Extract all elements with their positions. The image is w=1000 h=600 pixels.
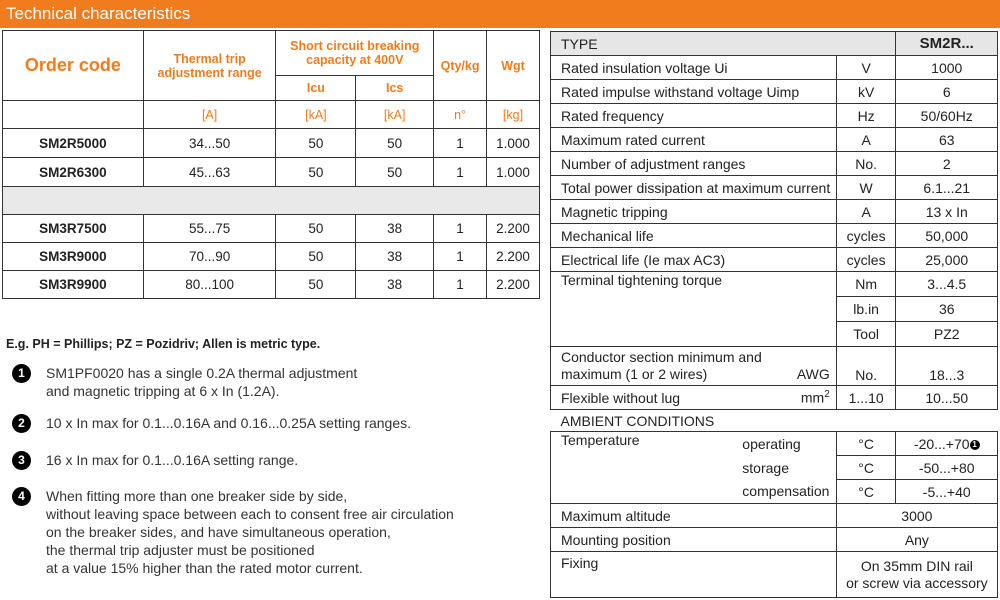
fixing-line: or screw via accessory [846,574,988,591]
spec-row [551,224,998,248]
flexible-row [551,386,998,410]
spec-unit: °C [836,456,896,480]
spec-unit: No. [836,347,896,386]
footnote-line: without leaving space between each to consent free air circulation [46,506,454,522]
footnote-line: and magnetic tripping at 6 x In (1.2A). [46,383,280,399]
unit-thermal: [A] [143,101,276,129]
wgt-value: 2.200 [487,243,540,271]
spec-value: 63 [896,128,998,152]
footnote-line: SM1PF0020 has a single 0.2A thermal adjustment [46,365,358,381]
spec-value: 13 x In [896,200,998,224]
spec-label: Magnetic tripping [551,200,837,224]
qty-value: 1 [434,129,487,158]
mounting-label: Mounting position [551,528,837,552]
temperature-row [551,432,998,456]
qty-value: 1 [434,215,487,243]
icu-header: Icu [276,76,356,101]
spec-unit: cycles [836,224,896,248]
thermal-range: 55...75 [143,215,276,243]
spec-unit: A [836,128,896,152]
footnote-text [46,414,411,432]
order-code: SM3R7500 [3,215,144,243]
thermal-range: 45...63 [143,158,276,187]
spec-value: 36 [896,297,998,322]
short-circuit-header: Short circuit breaking capacity at 400V [276,31,434,76]
thermal-range: 70...90 [143,243,276,271]
spec-unit: 1...10 [836,386,896,410]
spec-value: 6 [896,80,998,104]
spec-unit: W [836,176,896,200]
order-code: SM2R6300 [3,158,144,187]
spec-unit: lb.in [836,297,896,322]
temperature-sub: operating [732,432,836,456]
unit-qty: n° [434,101,487,129]
ics-value: 38 [356,271,434,299]
unit-empty [3,101,144,129]
spec-unit: °C [836,432,896,456]
footnote-line: 16 x In max for 0.1...0.16A setting range. [46,452,299,468]
spec-value: 2 [896,152,998,176]
ics-header: Ics [356,76,434,101]
thermal-trip-header: Thermal trip adjustment range [143,31,276,101]
spec-row [551,152,998,176]
table-row [3,243,540,271]
wgt-value: 1.000 [487,158,540,187]
spec-unit: A [836,200,896,224]
unit-wgt: [kg] [487,101,540,129]
torque-label: Terminal tightening torque [551,272,837,347]
footnote-text [46,487,454,577]
ics-value: 38 [356,215,434,243]
spec-value: 6.1...21 [896,176,998,200]
footnote-text [46,451,298,469]
altitude-value: 3000 [836,504,997,528]
flexible-label-text: Flexible without lug [561,389,681,406]
spec-unit: Tool [836,322,896,347]
footnote-number-2: 2 [12,414,31,433]
spec-value: 50/60Hz [896,104,998,128]
fixing-line: On 35mm DIN rail [860,557,973,574]
mm-unit [801,389,830,406]
flexible-label [551,386,837,410]
spec-value: -5...+40 [896,480,998,504]
table-row [3,129,540,158]
unit-icu: [kA] [276,101,356,129]
spec-unit: kV [836,80,896,104]
altitude-label: Maximum altitude [551,504,837,528]
spec-label: Rated insulation voltage Ui [551,56,837,80]
section-title: Technical characteristics [6,4,191,23]
spec-label: Rated impulse withstand voltage Uimp [551,80,837,104]
type-value: SM2R... [896,32,998,56]
thermal-range: 80...100 [143,271,276,299]
order-code: SM3R9900 [3,271,144,299]
temperature-sub: storage [732,456,836,480]
footnote-marker-icon: 1 [970,440,980,450]
qty-value: 1 [434,271,487,299]
spec-value [896,432,998,456]
fixing-label: Fixing [551,552,837,598]
mm-sup: 2 [824,389,830,400]
spec-value: -50...+80 [896,456,998,480]
conductor-row [551,347,998,386]
spec-label: Electrical life (Ie max AC3) [551,248,837,272]
fixing-row [551,552,998,598]
icu-value: 50 [276,158,356,187]
unit-ics: [kA] [356,101,434,129]
spec-unit: cycles [836,248,896,272]
footnote-line: the thermal trip adjuster must be positioned [46,542,315,558]
spec-value: 50,000 [896,224,998,248]
spec-value: PZ2 [896,322,998,347]
temp-value-text: -20...+70 [913,435,970,452]
table-row [3,271,540,299]
spec-row [551,56,998,80]
mounting-value: Any [836,528,997,552]
spec-label: Mechanical life [551,224,837,248]
order-code-header: Order code [3,31,144,101]
conductor-label [551,347,837,386]
temperature-label: Temperature [551,432,733,504]
torque-row [551,272,998,297]
footnote-number-4: 4 [12,487,31,506]
mm-text: mm [800,389,825,406]
ics-value: 38 [356,243,434,271]
icu-value: 50 [276,243,356,271]
ics-value: 50 [356,129,434,158]
footnote-text [46,364,357,400]
icu-value: 50 [276,129,356,158]
wgt-value: 1.000 [487,129,540,158]
spec-value: 25,000 [896,248,998,272]
spec-label: Maximum rated current [551,128,837,152]
qty-value: 1 [434,243,487,271]
ics-value: 50 [356,158,434,187]
gap-cell [3,187,540,215]
spec-value: 10...50 [896,386,998,410]
table-row [3,158,540,187]
spec-unit: Hz [836,104,896,128]
spec-value: 18...3 [896,347,998,386]
type-row [551,32,998,56]
temperature-sub: compensation [732,480,836,504]
footnote-line: 10 x In max for 0.1...0.16A and 0.16...0.25A setting ranges. [46,415,412,431]
footnote-line: at a value 15% higher than the rated motor current. [46,560,363,576]
conductor-label-line: maximum (1 or 2 wires) [561,366,708,382]
spec-row [551,128,998,152]
ambient-label: AMBIENT CONDITIONS [551,410,998,432]
spec-value: 1000 [896,56,998,80]
table-gap-row [3,187,540,215]
spec-unit: °C [836,480,896,504]
order-code: SM3R9000 [3,243,144,271]
altitude-row [551,504,998,528]
spec-row [551,248,998,272]
spec-row [551,176,998,200]
footnote-number-3: 3 [12,451,31,470]
icu-value: 50 [276,215,356,243]
thermal-range: 34...50 [143,129,276,158]
wgt-value: 2.200 [487,215,540,243]
spec-label: Total power dissipation at maximum current [551,176,837,200]
spec-unit: Nm [836,272,896,297]
awg-label: AWG [796,366,830,382]
example-note: E.g. PH = Phillips; PZ = Pozidriv; Allen is metric type. [6,337,321,351]
specs-table [550,31,998,598]
qty-header: Qty/kg [434,31,487,101]
conductor-label-line: Conductor section minimum and [561,349,762,365]
fixing-value [836,552,997,598]
spec-row [551,80,998,104]
type-label: TYPE [551,32,896,56]
qty-value: 1 [434,158,487,187]
wgt-value: 2.200 [487,271,540,299]
order-code: SM2R5000 [3,129,144,158]
table-row [3,215,540,243]
spec-row [551,104,998,128]
spec-unit: V [836,56,896,80]
wgt-header: Wgt [487,31,540,101]
footnote-line: When fitting more than one breaker side by side, [46,488,348,504]
spec-value: 3...4.5 [896,272,998,297]
ambient-row [551,410,998,432]
spec-row [551,200,998,224]
order-code-table [2,30,540,299]
footnote-number-1: 1 [12,364,31,383]
mounting-row [551,528,998,552]
spec-label: Rated frequency [551,104,837,128]
footnote-line: on the breaker sides, and have simultaneous operation, [46,524,391,540]
spec-label: Number of adjustment ranges [551,152,837,176]
spec-unit: No. [836,152,896,176]
section-header [0,0,1000,28]
icu-value: 50 [276,271,356,299]
